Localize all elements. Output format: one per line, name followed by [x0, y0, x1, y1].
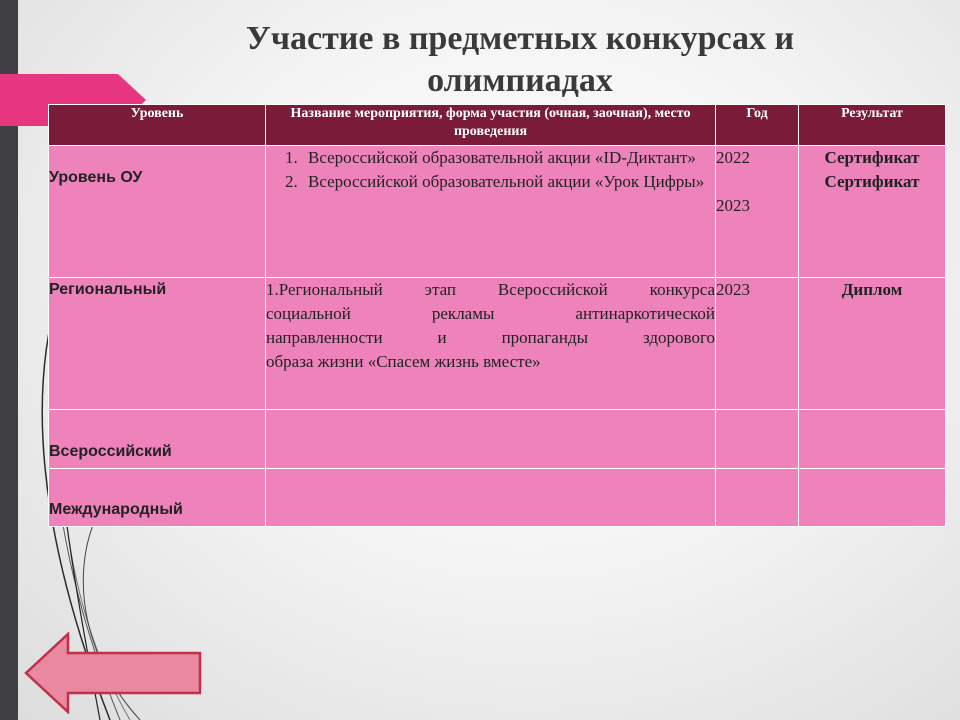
year-value: 2023	[716, 196, 750, 215]
left-arrow-icon[interactable]	[24, 632, 204, 714]
event-line: 1.Региональный этап Всероссийской конкурса	[266, 280, 715, 300]
table-row	[49, 278, 946, 410]
result-cell	[799, 410, 946, 469]
event-list	[266, 146, 715, 194]
page-title: Участие в предметных конкурсах и олимпиадах	[245, 20, 795, 99]
year-cell	[716, 278, 799, 410]
event-cell	[266, 278, 716, 410]
table-row	[49, 146, 946, 278]
event-cell	[266, 146, 716, 278]
table-row	[49, 469, 946, 527]
table-row	[49, 410, 946, 469]
event-cell	[266, 469, 716, 527]
event-item: 2. Всероссийской образовательной акции «Урок Цифры»	[302, 170, 715, 194]
event-line: образа жизни «Спасем жизнь вместе»	[266, 352, 541, 372]
level-cell: Уровень ОУ	[49, 146, 266, 278]
table-header-row	[49, 105, 946, 146]
header-event-name: Название мероприятия, форма участия (очная, заочная), место проведения	[266, 105, 716, 146]
event-item: 1. Всероссийской образовательной акции «ID-Диктант»	[302, 146, 715, 170]
result-cell	[799, 146, 946, 278]
header-level: Уровень	[49, 105, 266, 146]
year-value: 2022	[716, 148, 750, 167]
year-value: 2023	[716, 280, 750, 300]
header-year: Год	[716, 105, 799, 146]
result-value: Сертификат	[824, 148, 920, 167]
year-cell	[716, 410, 799, 469]
level-cell: Международный	[49, 469, 266, 527]
event-line: социальной рекламы антинаркотической	[266, 304, 715, 324]
event-line: направленности и пропаганды здорового	[266, 328, 715, 348]
year-cell	[716, 146, 799, 278]
level-cell: Региональный	[49, 278, 266, 410]
event-cell	[266, 410, 716, 469]
result-value: Диплом	[841, 280, 903, 300]
competitions-table	[48, 104, 946, 527]
level-cell: Всероссийский	[49, 410, 266, 469]
header-result: Результат	[799, 105, 946, 146]
result-cell	[799, 469, 946, 527]
result-cell	[799, 278, 946, 410]
year-cell	[716, 469, 799, 527]
result-value: Сертификат	[824, 172, 920, 191]
